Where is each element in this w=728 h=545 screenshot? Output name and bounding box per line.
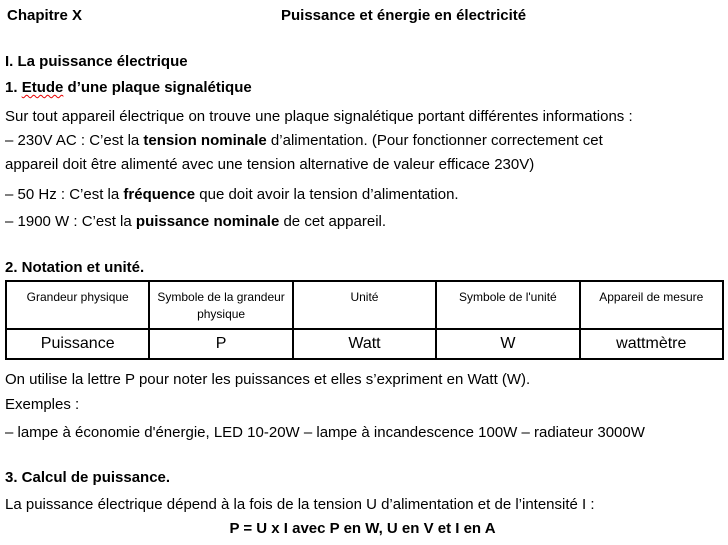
- table-header-symbole-grandeur: Symbole de la grandeur physique: [149, 281, 292, 329]
- table-cell-puissance: Puissance: [6, 329, 149, 359]
- table-row: [6, 329, 723, 359]
- list-item-text: – 230V AC : C’est la: [5, 132, 144, 149]
- bold-term-puissance-nominale: puissance nominale: [135, 213, 280, 230]
- bold-term-tension-nominale: tension nominale: [143, 132, 267, 149]
- table-cell-w: W: [436, 329, 579, 359]
- list-item-voltage-line2: appareil doit être alimenté avec une tension alternative de valeur efficace 230V): [5, 156, 535, 173]
- section3-heading: 3. Calcul de puissance.: [5, 469, 171, 486]
- section2-heading: 2. Notation et unité.: [5, 259, 145, 276]
- section3-paragraph: La puissance électrique dépend à la fois de la tension U d’alimentation et de l’intensité I :: [5, 496, 595, 513]
- examples-label: Exemples :: [5, 396, 80, 413]
- note-paragraph: On utilise la lettre P pour noter les puissances et elles s’expriment en Watt (W).: [5, 371, 531, 388]
- list-item-frequency: [5, 183, 720, 207]
- bold-term-frequence: fréquence: [123, 186, 196, 203]
- subheading-number: 1.: [5, 79, 22, 96]
- list-item-text: – 1900 W : C’est la: [5, 213, 136, 230]
- table-header-symbole-unite: Symbole de l'unité: [436, 281, 579, 329]
- intro-paragraph: Sur tout appareil électrique on trouve une plaque signalétique portant différentes informations :: [5, 108, 633, 125]
- power-formula: P = U x I avec P en W, U en V et I en A: [229, 520, 496, 537]
- list-item-text: que doit avoir la tension d’alimentation.: [195, 186, 459, 203]
- table-cell-watt: Watt: [293, 329, 436, 359]
- list-item-power: [5, 210, 720, 234]
- table-header-grandeur: Grandeur physique: [6, 281, 149, 329]
- table-header-appareil: Appareil de mesure: [580, 281, 723, 329]
- table-cell-symbol-p: P: [149, 329, 292, 359]
- table-header-unite: Unité: [293, 281, 436, 329]
- list-item-voltage: [5, 129, 720, 153]
- page-title: Puissance et énergie en électricité: [281, 7, 527, 24]
- section1-subheading: [5, 78, 720, 98]
- notation-unit-table: [5, 280, 724, 360]
- list-item-text: – 50 Hz : C’est la: [5, 186, 124, 203]
- section1-heading: I. La puissance électrique: [5, 53, 188, 70]
- misspelled-word: Etude: [21, 79, 64, 96]
- list-item-text: de cet appareil.: [279, 213, 387, 230]
- examples-paragraph: – lampe à économie d'énergie, LED 10-20W – lampe à incandescence 100W – radiateur 3000W: [5, 424, 645, 441]
- document-header: [5, 6, 720, 26]
- table-header-row: [6, 281, 723, 329]
- chapter-label: Chapitre X: [7, 7, 83, 24]
- list-item-text: d’alimentation. (Pour fonctionner correctement cet: [266, 132, 603, 149]
- table-cell-wattmetre: wattmètre: [580, 329, 723, 359]
- subheading-text: d’une plaque signalétique: [63, 79, 252, 96]
